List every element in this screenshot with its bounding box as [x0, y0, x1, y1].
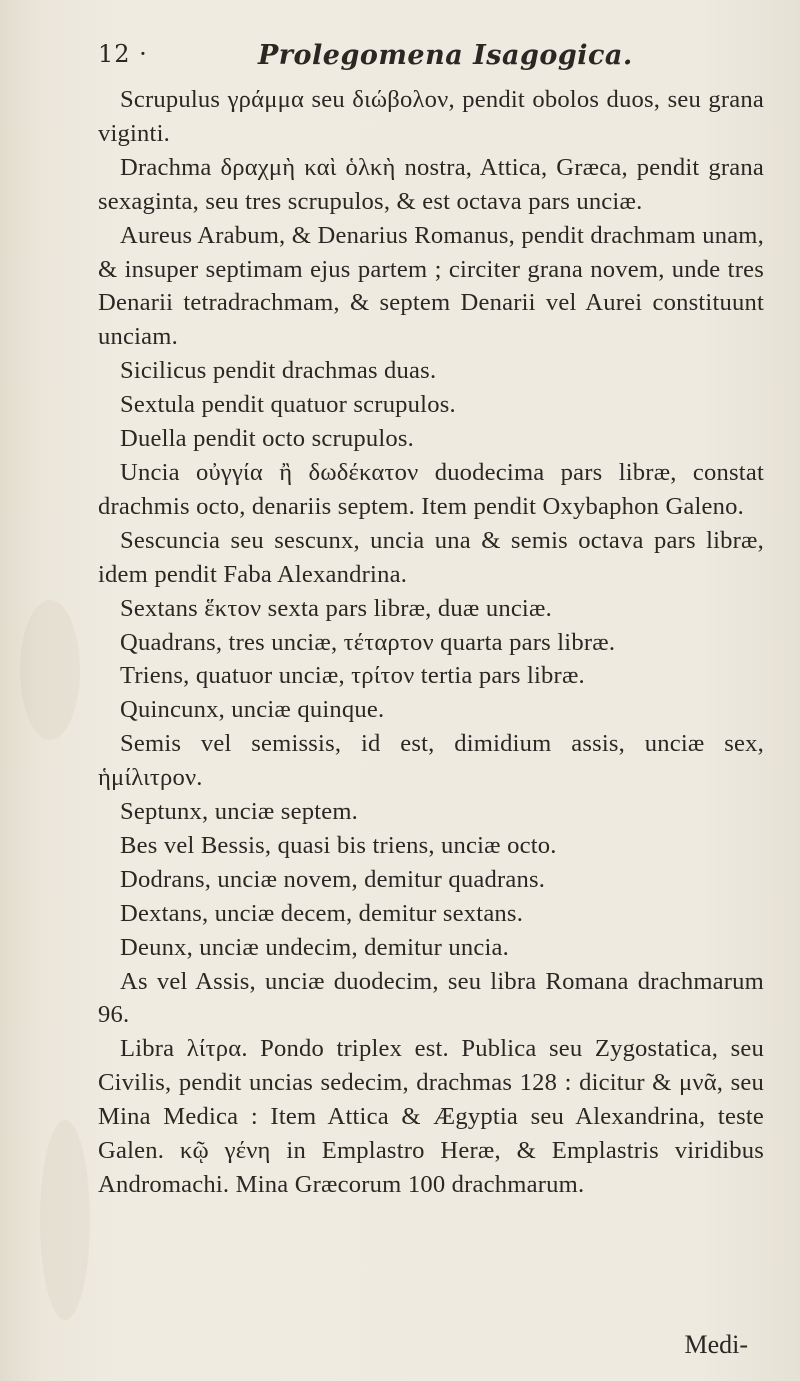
paragraph: Drachma δραχμὴ καὶ ὁλκὴ nostra, Attica, Græca, pendit grana sexaginta, seu tres scrupulos, & est octava pars unciæ. [98, 153, 764, 215]
paragraph: Sextans ἕκτον sexta pars libræ, duæ unciæ. [120, 594, 552, 622]
paper-stain [20, 600, 80, 740]
paragraph: Sicilicus pendit drachmas duas. [120, 357, 437, 385]
paragraph: Sescuncia seu sescunx, uncia una & semis octava pars libræ, idem pendit Faba Alexandrina. [98, 526, 764, 588]
paragraph: Libra λίτρα. Pondo triplex est. Publica seu Zygostatica, seu Civilis, pendit uncias sedecim, drachmas 128 : dicitur & μνᾶ, seu Mina Medica : Item Attica & Ægyptia seu Alexandrina, teste Galen. κῷ γένη in Emplastro Heræ, & Emplastris viridibus Andromachi. Mina Græcorum 100 drachmarum. [98, 1035, 764, 1198]
paragraph: Scrupulus γράμμα seu διώβολον, pendit obolos duos, seu grana viginti. [98, 86, 764, 147]
paragraph: Dodrans, unciæ novem, demitur quadrans. [120, 865, 546, 893]
paragraph: Aureus Arabum, & Denarius Romanus, pendit drachmam unam, & insuper septimam ejus partem ; circiter grana novem, unde tres Denarii tetradrachmam, & septem Denarii vel Aurei constituunt unciam. [98, 221, 764, 351]
page-number: 12 · [98, 40, 148, 68]
paragraph: Deunx, unciæ undecim, demitur uncia. [120, 933, 509, 961]
page-header [98, 40, 760, 80]
paragraph: Bes vel Bessis, quasi bis triens, unciæ octo. [120, 831, 557, 859]
catchword: Medi- [684, 1330, 748, 1359]
paragraph: Triens, quatuor unciæ, τρίτον tertia pars libræ. [120, 662, 585, 690]
paragraph: Quadrans, tres unciæ, τέταρτον quarta pars libræ. [120, 628, 616, 656]
paragraph: Dextans, unciæ decem, demitur sextans. [120, 899, 524, 927]
body-text [98, 83, 764, 1202]
paragraph: Semis vel semissis, id est, dimidium assis, unciæ sex, ἡμίλιτρον. [98, 730, 764, 792]
paper-stain [40, 1120, 90, 1320]
running-title: Prolegomena Isagogica. [258, 40, 633, 71]
paragraph: Duella pendit octo scrupulos. [120, 425, 415, 453]
paragraph: Septunx, unciæ septem. [120, 798, 359, 826]
paragraph: As vel Assis, unciæ duodecim, seu libra Romana drachmarum 96. [98, 967, 764, 1029]
paragraph: Quincunx, unciæ quinque. [120, 696, 385, 724]
paragraph: Sextula pendit quatuor scrupulos. [120, 391, 456, 419]
paragraph: Uncia οὐγγία ἢ δωδέκατον duodecima pars libræ, constat drachmis octo, denariis septem. Item pendit Oxybaphon Galeno. [98, 458, 764, 520]
